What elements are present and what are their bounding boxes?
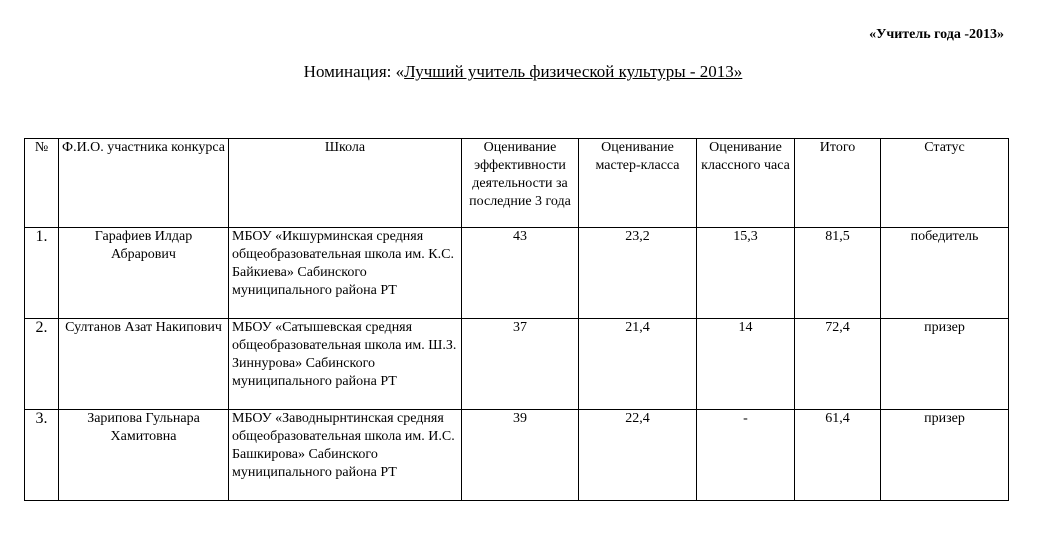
col-header-master-class: Оценивание мастер-класса <box>579 139 697 228</box>
status: призер <box>881 319 1009 410</box>
class-hour-score: - <box>697 410 795 501</box>
contest-title: «Учитель года -2013» <box>869 27 1004 42</box>
effectiveness-score: 37 <box>462 319 579 410</box>
col-header-name: Ф.И.О. участника конкурса <box>59 139 229 228</box>
row-number: 1. <box>25 228 59 319</box>
school-name: МБОУ «Заводнырнтинская средняя общеобразовательная школа им. И.С. Башкирова» Сабинского муниципального района РТ <box>229 410 462 501</box>
class-hour-score: 14 <box>697 319 795 410</box>
class-hour-score: 15,3 <box>697 228 795 319</box>
nomination-heading <box>0 62 1046 82</box>
nomination-title: Лучший учитель физической культуры - 2013» <box>404 62 743 81</box>
master-class-score: 21,4 <box>579 319 697 410</box>
total-score: 61,4 <box>795 410 881 501</box>
total-score: 81,5 <box>795 228 881 319</box>
row-number: 2. <box>25 319 59 410</box>
effectiveness-score: 39 <box>462 410 579 501</box>
col-header-status: Статус <box>881 139 1009 228</box>
status: призер <box>881 410 1009 501</box>
effectiveness-score: 43 <box>462 228 579 319</box>
nomination-prefix: Номинация: « <box>303 62 405 81</box>
col-header-total: Итого <box>795 139 881 228</box>
row-number: 3. <box>25 410 59 501</box>
table-row <box>25 228 1009 319</box>
school-name: МБОУ «Икшурминская средняя общеобразовательная школа им. К.С. Байкиева» Сабинского муниципального района РТ <box>229 228 462 319</box>
master-class-score: 23,2 <box>579 228 697 319</box>
col-header-school: Школа <box>229 139 462 228</box>
table-row <box>25 410 1009 501</box>
participant-name: Зарипова Гульнара Хамитовна <box>59 410 229 501</box>
col-header-effectiveness: Оценивание эффективности деятельности за последние 3 года <box>462 139 579 228</box>
participant-name: Гарафиев Илдар Абрарович <box>59 228 229 319</box>
total-score: 72,4 <box>795 319 881 410</box>
participant-name: Султанов Азат Накипович <box>59 319 229 410</box>
col-header-number: № <box>25 139 59 228</box>
results-table <box>24 138 1009 501</box>
table-row <box>25 319 1009 410</box>
school-name: МБОУ «Сатышевская средняя общеобразовательная школа им. Ш.З. Зиннурова» Сабинского муниципального района РТ <box>229 319 462 410</box>
table-header-row <box>25 139 1009 228</box>
master-class-score: 22,4 <box>579 410 697 501</box>
col-header-class-hour: Оценивание классного часа <box>697 139 795 228</box>
status: победитель <box>881 228 1009 319</box>
